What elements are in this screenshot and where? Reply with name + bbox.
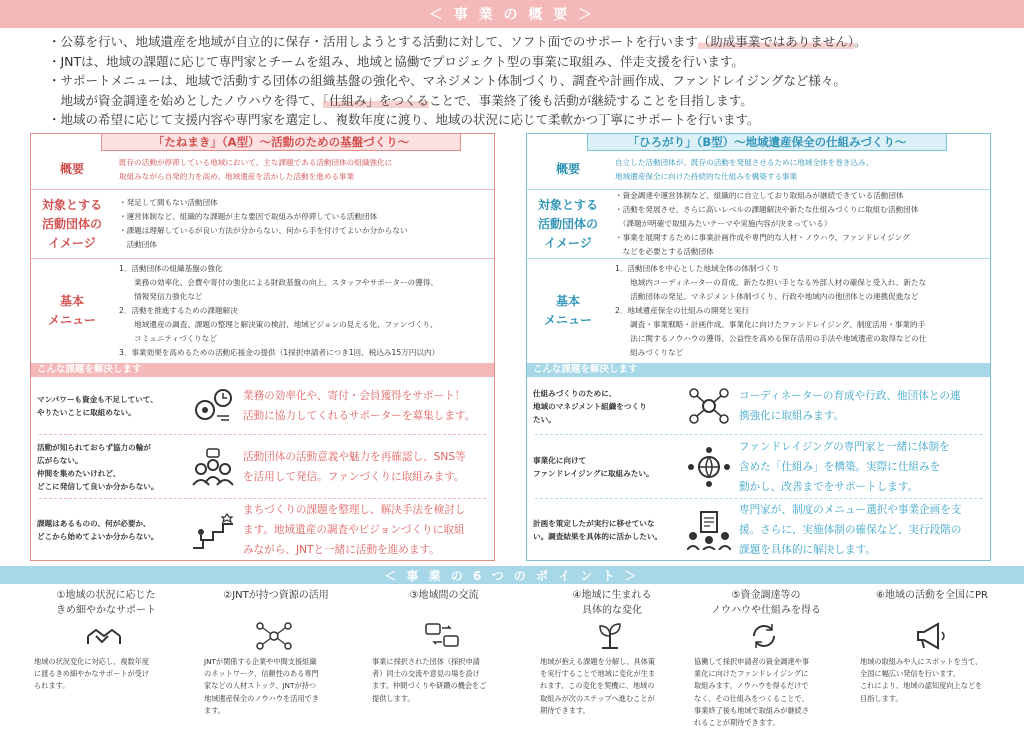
row-label: 対象とする 活動団体の イメージ xyxy=(41,197,102,250)
point-desc: 協働して採択申請者の資金調達や事 業化に向けたファンドレイジングに 取組みます。ノウハウを得るだけで なく、その仕組みをつくることで、 事業終了後も地域で取組みが継続さ れることが期待できます。 xyxy=(694,657,810,728)
stairs-goal-icon xyxy=(191,510,235,550)
point-6 xyxy=(852,588,1012,728)
point-title: ①地域の状況に応じた きめ細やかなサポート xyxy=(56,590,156,616)
type-a-menu-row xyxy=(31,259,494,363)
overview-line: ・公募を行い、地域遺産を地域が自立的に保存・活用しようとする活動に対して、ソフト面でのサポートを行います（助成事業ではありません）。 xyxy=(48,34,867,49)
cycle-icon xyxy=(746,622,782,650)
globe-people-icon xyxy=(687,447,731,487)
point-title: ②JNTが持つ資源の活用 xyxy=(223,590,329,601)
row-body: 1．活動団体の組織基盤の強化 業務の効率化、会費や寄付の強化による財政基盤の向上、スタッフやサポーターの獲得、 情報発信力強化など 2．活動を推進するための課題解決 地域遺産の調査、課題の整理と解決策の検討、地域ビジョンの見える化、ファンづくり、 コミュニティづくりなど 3．事業効果を高めるための活動応援金の提供（1採択申請者につき1回、税込み15万円以内） xyxy=(119,264,440,357)
point-5 xyxy=(686,588,846,728)
type-b-panel xyxy=(526,133,991,561)
row-label: 概要 xyxy=(555,162,580,176)
type-a-title: 「たねまき」（A型）～活動のための基盤づくり～ xyxy=(101,133,461,151)
type-b-image-row xyxy=(527,190,990,259)
issue-question: 課題はあるものの、何が必要か、 どこから始めてよいか分からない。 xyxy=(37,519,159,541)
overview-text xyxy=(48,32,1008,130)
network-icon xyxy=(256,622,292,650)
point-2 xyxy=(196,588,356,728)
type-a-image-row xyxy=(31,190,494,259)
overview-title: ＜ 事 業 の 概 要 ＞ xyxy=(428,7,596,23)
row-label: 対象とする 活動団体の イメージ xyxy=(537,197,598,250)
issue-answer: 専門家が、制度のメニュー選択や事業企画を支 援。さらに、実施体制の確保など、実行段階の 課題を具体的に解決します。 xyxy=(739,504,962,556)
overview-line: 地域が資金調達を始めとしたノウハウを得て、「仕組み」をつくることで、事業終了後も活動が継続することを目指します。 xyxy=(48,92,753,108)
points-title: ＜ 事 業 の 6 つ の ポ イ ン ト ＞ xyxy=(384,568,640,583)
issue-answer: コーディネーターの育成や行政、他団体との連 携強化に取組みます。 xyxy=(739,390,961,422)
type-b-overview-row xyxy=(527,150,990,190)
issue-question: 活動が知られておらず協力の輪が 広がらない。 仲間を集めたいけれど、 どこに発信して良いか分からない。 xyxy=(37,443,159,491)
handshake-icon xyxy=(86,622,122,650)
issue-item xyxy=(31,499,494,561)
row-label: 基本 メニュー xyxy=(543,294,592,327)
row-body: ・資金調達や運営体制など、組織的に自立しており取組みが継続できている活動団体 ・活動を発展させ、さらに高いレベルの課題解決や新たな仕組みづくりに取組む活動団体 （課題が明確で取組みたいテーマや実施内容が決まっている） ・事業を展開するために事業計画作成や専門的な人材・ノウハウ、ファンドレイジング などを必要とする活動団体 xyxy=(615,191,919,256)
overview-line: ・JNTは、地域の課題に応じて専門家とチームを組み、地域と協働でプロジェクト型の事業に取組み、伴走支援を行います。 xyxy=(48,53,744,69)
issue-question: 計画を策定したが実行に移せていな い。調査結果を具体的に活かしたい。 xyxy=(533,519,663,541)
issue-question: 仕組みづくりのために、 地域のマネジメント組織をつくり たい。 xyxy=(533,388,647,424)
type-a-issues-heading: こんな課題を解決します xyxy=(31,363,494,377)
overview-line: ・サポートメニューは、地域で活動する団体の組織基盤の強化や、マネジメント体制づくり、調査や計画作成、ファンドレイジングなど様々。 xyxy=(48,73,846,88)
overview-line: ・地域の希望に応じて支援内容や専門家を選定し、複数年度に渡り、地域の状況に応じて柔軟かつ丁寧にサポートを行います。 xyxy=(48,112,760,127)
type-b-menu-row xyxy=(527,259,990,363)
issue-question: 事業化に向けて ファンドレイジングに取組みたい。 xyxy=(533,456,654,478)
issue-item xyxy=(527,499,990,561)
exchange-icon xyxy=(424,622,460,650)
people-network-icon xyxy=(687,386,731,426)
issue-answer: 活動団体の活動意義や魅力を再確認し、SNS等 を活用して発信。ファンづくりに取組みます。 xyxy=(243,451,466,483)
point-title: ④地域に生まれる 具体的な変化 xyxy=(572,590,652,616)
issue-answer: 業務の効率化や、寄付・会員獲得をサポート！ 活動に協力してくれるサポーターを募集します。 xyxy=(243,390,476,422)
gear-clock-icon xyxy=(191,386,235,426)
point-desc: 事業に採択された団体（採択申請 者）同士の交流や意見の場を設け ます。仲間づくりや研鑽の機会をご 提供します。 xyxy=(372,657,487,703)
issue-item xyxy=(527,435,990,499)
issue-item xyxy=(527,377,990,435)
point-1 xyxy=(26,588,186,728)
point-3 xyxy=(364,588,524,728)
issue-item xyxy=(31,435,494,499)
issue-question: マンパワーも資金も不足していて、 やりたいことに取組めない。 xyxy=(37,395,158,417)
point-title: ⑤資金調達等の ノウハウや仕組みを得る xyxy=(711,590,821,616)
row-label: 基本 メニュー xyxy=(47,294,96,327)
row-body: 既存の活動が停滞している地域において、主な課題である活動団体の組織強化に 取組みながら自発的力を高め、地域遺産を活かした活動を進める事業 xyxy=(119,157,393,181)
sprout-icon xyxy=(592,622,628,650)
points-banner xyxy=(0,566,1024,584)
row-body: 自立した活動団体が、既存の活動を発展させるために地域全体を巻き込み、 地域遺産保全に向けた持続的な仕組みを構築する事業 xyxy=(615,157,874,181)
row-label: 概要 xyxy=(59,162,84,176)
document-people-icon xyxy=(687,510,731,550)
type-a-overview-row xyxy=(31,150,494,190)
point-title: ⑥地域の活動を全国にPR xyxy=(876,590,988,601)
people-chat-icon xyxy=(191,447,235,487)
point-desc: 地域が抱える課題を分解し、具体策 を実行することで地域に変化が生ま れます。この変化を契機に、地域の 取組みが次のステップへ進むことが 期待できます。 xyxy=(540,657,656,715)
overview-banner xyxy=(0,0,1024,28)
issue-answer: まちづくりの課題を整理し、解決手法を検討し ます。地域遺産の調査やビジョンづくりに取組 みながら、JNTと一緒に活動を進めます。 xyxy=(243,504,466,556)
point-desc: 地域の取組みや人にスポットを当て、 全国に幅広い発信を行います。 これにより、地域の認知度向上などを 目指します。 xyxy=(860,657,983,703)
issue-item xyxy=(31,377,494,435)
type-b-issues-heading: こんな課題を解決します xyxy=(527,363,990,377)
point-desc: 地域の状況変化に対応し、複数年度 に渡るきめ細やかなサポートが受け られます。 xyxy=(34,657,150,691)
type-b-title: 「ひろがり」（B型）～地域遺産保全の仕組みづくり～ xyxy=(587,133,947,151)
type-a-panel xyxy=(30,133,495,561)
row-body: 1．活動団体を中心とした地域全体の体制づくり 地域内コーディネーターの育成、新たな担い手となる外部人材の確保と受入れ、新たな 活動団体の発足、マネジメント体制づくり、行政や地域内の他団体との連携促進など 2．地域遺産保全の仕組みの開発と実行 調査・事業戦略・計画作成、事業化に向けたファンドレイジング、制度活用・事業的手 法に関するノウハウの獲得、公益性を高める保存活用の手法や地域遺産の取得などの仕 組みづくりなど xyxy=(615,264,927,357)
issue-answer: ファンドレイジングの専門家と一緒に体制を 含めた「仕組み」を構築。実際に仕組みを 動かし、改善までをサポートします。 xyxy=(739,441,950,493)
megaphone-icon xyxy=(912,622,948,650)
row-body: ・発足して間もない活動団体 ・運営体制など、組織的な課題が主な要因で取組みが停滞している活動団体 ・課題は理解しているが良い方法が分からない、何から手を付けてよいか分からない 活動団体 xyxy=(119,198,408,249)
point-desc: JNTが関係する企業や中間支援組織 のネットワーク、信頼性のある専門 家などの人材ストック、JNTが持つ 地域遺産保全のノウハウを活用でき ます。 xyxy=(204,657,320,715)
point-title: ③地域間の交流 xyxy=(409,590,479,601)
point-4 xyxy=(532,588,692,728)
